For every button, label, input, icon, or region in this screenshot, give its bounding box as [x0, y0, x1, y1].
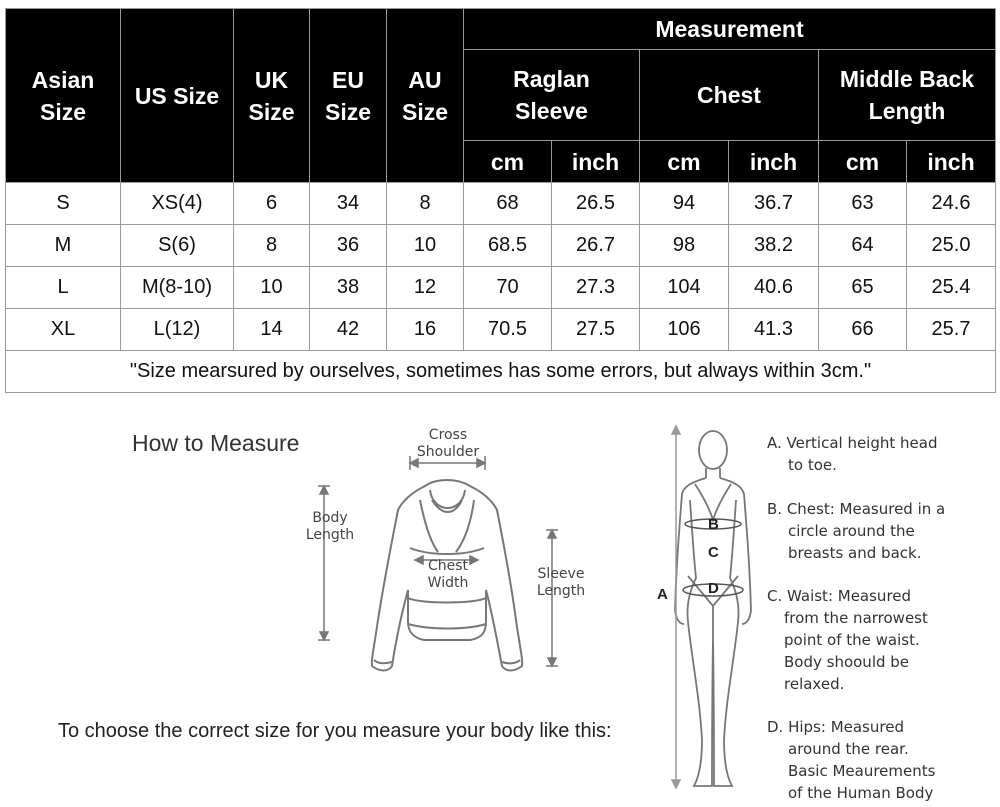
header-unit: cm	[819, 141, 907, 183]
table-cell: 12	[387, 267, 464, 309]
table-cell: 26.5	[552, 183, 640, 225]
table-cell: 34	[310, 183, 387, 225]
table-cell: 42	[310, 309, 387, 351]
note-line: from the narrowest	[784, 609, 928, 627]
note-line: A. Vertical height head	[767, 434, 938, 452]
table-cell: 104	[640, 267, 729, 309]
note-line: B. Chest: Measured in a	[767, 500, 946, 518]
table-cell: 8	[387, 183, 464, 225]
table-note: "Size mearsured by ourselves, sometimes has some errors, but always within 3cm."	[6, 351, 996, 393]
body-note-b	[767, 498, 945, 564]
note-line: point of the waist.	[784, 631, 920, 649]
table-cell: 24.6	[907, 183, 996, 225]
table-cell: 36.7	[729, 183, 819, 225]
note-line: D. Hips: Measured	[767, 718, 904, 736]
note-line: circle around the	[788, 522, 915, 540]
table-cell: 38.2	[729, 225, 819, 267]
header-au-size: AU Size	[387, 9, 464, 183]
table-cell: 65	[819, 267, 907, 309]
table-cell: 70.5	[464, 309, 552, 351]
table-cell: 25.0	[907, 225, 996, 267]
table-cell: 38	[310, 267, 387, 309]
table-cell: 6	[234, 183, 310, 225]
table-cell: L(12)	[121, 309, 234, 351]
table-cell: 10	[387, 225, 464, 267]
table-cell: XL	[6, 309, 121, 351]
table-cell: 70	[464, 267, 552, 309]
instruction-text: To choose the correct size for you measure your body like this:	[58, 720, 612, 742]
table-cell: 68	[464, 183, 552, 225]
header-raglan-sleeve: Raglan Sleeve	[464, 50, 640, 141]
marker-b: B	[708, 516, 719, 533]
table-cell: 25.4	[907, 267, 996, 309]
how-to-measure-title: How to Measure	[132, 430, 300, 456]
marker-a: A	[657, 586, 668, 603]
note-line: C. Waist: Measured	[767, 587, 912, 605]
marker-d: D	[708, 580, 719, 597]
note-line: Body shoould be	[784, 653, 910, 671]
body-note-c	[767, 585, 928, 695]
note-line: Basic Meaurements	[788, 762, 936, 780]
header-unit: inch	[729, 141, 819, 183]
note-line: to toe.	[788, 456, 837, 474]
label-cross-shoulder: Cross Shoulder	[416, 427, 480, 460]
label-sleeve-length: Sleeve Length	[536, 566, 586, 599]
table-cell: 40.6	[729, 267, 819, 309]
header-unit: cm	[464, 141, 552, 183]
header-unit: inch	[552, 141, 640, 183]
table-cell: 14	[234, 309, 310, 351]
header-middle-back-length: Middle Back Length	[819, 50, 996, 141]
table-cell: 16	[387, 309, 464, 351]
table-cell: 27.5	[552, 309, 640, 351]
header-asian-size: Asian Size	[6, 9, 121, 183]
note-line: around the rear.	[788, 740, 909, 758]
table-cell: 94	[640, 183, 729, 225]
table-cell: 68.5	[464, 225, 552, 267]
header-eu-size: EU Size	[310, 9, 387, 183]
header-measurement: Measurement	[464, 9, 996, 50]
table-cell: 36	[310, 225, 387, 267]
table-cell: S(6)	[121, 225, 234, 267]
table-cell: 63	[819, 183, 907, 225]
header-chest: Chest	[640, 50, 819, 141]
table-cell: L	[6, 267, 121, 309]
table-cell: 106	[640, 309, 729, 351]
label-body-length: Body Length	[305, 510, 355, 543]
body-measure-lines	[672, 426, 743, 788]
table-cell: 26.7	[552, 225, 640, 267]
table-cell: M	[6, 225, 121, 267]
table-cell: 10	[234, 267, 310, 309]
note-line: relaxed.	[784, 675, 845, 693]
note-line: breasts and back.	[788, 544, 922, 562]
header-us-size: US Size	[121, 9, 234, 183]
header-uk-size: UK Size	[234, 9, 310, 183]
header-unit: inch	[907, 141, 996, 183]
table-cell: 25.7	[907, 309, 996, 351]
body-note-d	[767, 716, 935, 804]
table-cell: S	[6, 183, 121, 225]
table-cell: 41.3	[729, 309, 819, 351]
marker-c: C	[708, 544, 719, 561]
header-unit: cm	[640, 141, 729, 183]
table-cell: 98	[640, 225, 729, 267]
table-cell: M(8-10)	[121, 267, 234, 309]
table-cell: 66	[819, 309, 907, 351]
table-cell: 8	[234, 225, 310, 267]
label-chest-width: Chest Width	[427, 558, 469, 591]
table-cell: 27.3	[552, 267, 640, 309]
human-body-illustration	[675, 431, 751, 786]
body-note-a	[767, 432, 937, 476]
note-line: of the Human Body	[788, 784, 934, 802]
table-cell: 64	[819, 225, 907, 267]
table-cell: XS(4)	[121, 183, 234, 225]
